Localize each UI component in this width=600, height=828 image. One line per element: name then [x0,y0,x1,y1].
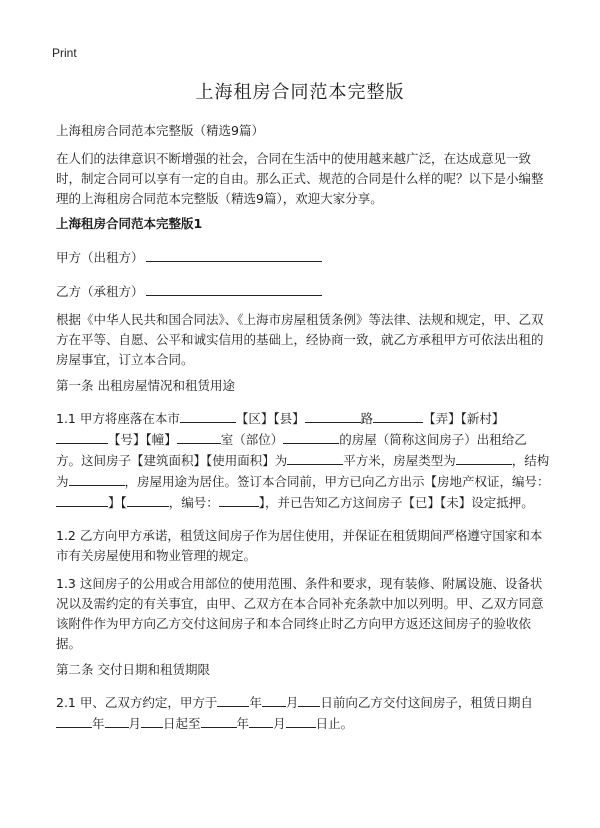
party-b-line [56,281,550,302]
clause-1-1 [56,408,550,513]
clause-text: 年 [92,716,105,731]
fill-blank [127,492,169,507]
clause-text: 路 [360,411,374,426]
fill-blank [217,692,249,707]
clause-text: 的房屋（简称这间房子）出租给乙方。这间房子【建筑面积】【使用面积】为 [56,432,527,468]
clause-text: ，房屋用途为居住。签订本合同前，甲方已向乙方出示【房地产权证，编号： [124,474,550,489]
article-1-title: 第一条 出租房屋情况和租赁用途 [56,378,235,393]
fill-blank [373,408,423,423]
print-link[interactable]: Print [52,46,77,60]
clause-text: 月 [128,716,142,731]
fill-blank [219,492,259,507]
clause-text: 月 [273,716,286,731]
article-2-title: 第二条 交付日期和租赁期限 [56,662,210,677]
fill-blank [456,450,512,465]
fill-blank [287,450,343,465]
clause-text: 1.1 甲方将座落在本市 [56,411,180,426]
section-heading: 上海租房合同范本完整版1 [56,216,203,231]
clause-text: 日前向乙方交付这间房子，租赁日期自 [320,695,533,710]
fill-blank [56,492,108,507]
fill-blank [177,429,221,444]
page-title: 上海租房合同范本完整版 [195,82,405,103]
party-a-blank [146,247,322,262]
clause-text: 平方米，房屋类型为 [343,453,456,468]
clause-2-1 [56,692,550,734]
clause-text: 【区】【县】 [235,411,305,426]
fill-blank [141,713,163,728]
basis-paragraph: 根据《中华人民共和国合同法》、《上海市房屋租赁条例》等法律、法规和规定，甲、乙双方在平等、自愿、公平和诚实信用的基础上，经协商一致，就乙方承租甲方可依法出租的房屋事宜，订立本合同。 [56,312,544,367]
clause-text: 】【 [108,495,127,510]
fill-blank [56,429,108,444]
fill-blank [56,713,92,728]
subtitle: 上海租房合同范本完整版（精选9篇） [56,123,264,138]
party-b-label: 乙方（承租方） [56,284,144,299]
clause-text: 日起至 [163,716,201,731]
fill-blank [298,692,320,707]
fill-blank [69,471,125,486]
clause-text: 【弄】【新村】 [423,411,505,426]
clause-1-2: 1.2 乙方向甲方承诺，租赁这间房子作为居住使用，并保证在租赁期间严格遵守国家和本市有关房屋使用和物业管理的规定。 [56,528,543,563]
clause-text: ，结构为 [56,453,550,489]
clause-text: ，编号： [168,495,219,510]
clause-text: 月 [285,695,299,710]
intro-paragraph: 在人们的法律意识不断增强的社会，合同在生活中的使用越来越广泛，在达成意见一致时，制定合同可以享有一定的自由。那么正式、规范的合同是什么样的呢？以下是小编整理的上海租房合同范本完整版（精选9篇），欢迎大家分享。 [56,151,544,206]
fill-blank [286,713,316,728]
clause-1-3: 1.3 这间房子的公用或合用部位的使用范围、条件和要求，现有装修、附属设施、设备状况以及需约定的有关事宜，由甲、乙双方在本合同补充条款中加以列明。甲、乙双方同意该附件作为甲方向乙方交付这间房子和本合同终止时乙方向甲方返还这间房子的验收依据。 [56,576,544,651]
clause-text: 【号】【幢】 [108,432,177,447]
clause-text: 室（部位） [220,432,284,447]
party-a-line [56,247,550,268]
fill-blank [105,713,129,728]
fill-blank [201,713,237,728]
party-b-blank [146,281,322,296]
clause-text: 】，并已告知乙方这间房子【已】【未】设定抵押。 [258,495,534,510]
party-a-label: 甲方（出租方） [56,250,144,265]
fill-blank [262,692,286,707]
clause-text: 2.1 甲、乙双方约定，甲方于 [56,695,218,710]
fill-blank [283,429,339,444]
fill-blank [249,713,273,728]
clause-text: 年 [249,695,262,710]
clause-text: 日止。 [315,716,354,731]
fill-blank [305,408,361,423]
fill-blank [180,408,236,423]
clause-text: 年 [236,716,250,731]
